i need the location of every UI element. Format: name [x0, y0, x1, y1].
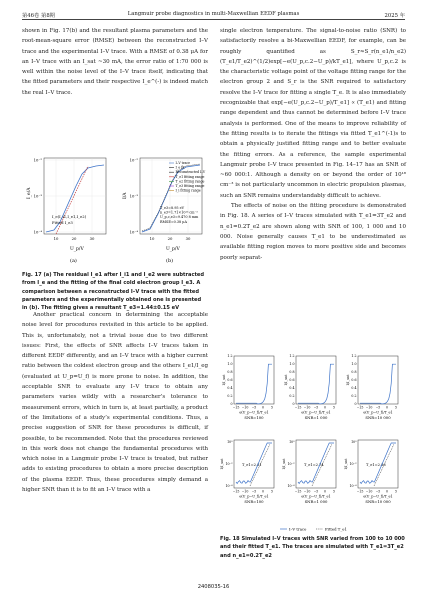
- y-tick-label: 10⁻⁴: [349, 484, 357, 489]
- y-tick-label: 0.4: [351, 386, 357, 391]
- y-tick-label: 10⁻²: [129, 157, 138, 163]
- snr-label: SNR=1 000: [304, 499, 328, 504]
- y-axis-label: I/I_sat: [344, 458, 348, 470]
- y-tick-label: 0.8: [227, 370, 233, 375]
- x-tick-label: 0: [385, 405, 389, 410]
- fig17-label-a: (a): [70, 258, 77, 264]
- snr-label: SNR=100: [244, 499, 264, 504]
- legend-entry: I_i fitting range: [175, 188, 201, 193]
- legend-entry: I–V trace: [175, 161, 191, 165]
- fig17b-ylabel: I/A: [123, 192, 128, 199]
- fig18-caption: Fig. 18 Simulated I–V traces with SNR varied from 100 to 10 000 and their fitted T_e1. The traces are simulated with T_e1=3T_e2 and n_e1=0.2T_e2: [220, 536, 405, 559]
- x-tick-label: −5: [251, 489, 257, 494]
- fig18-linear-panel: [346, 354, 398, 420]
- fig17a-ylabel: I_e/A: [27, 187, 32, 199]
- y-tick-label: 10⁰: [289, 440, 295, 445]
- y-axis-label: I/I_sat: [346, 374, 350, 386]
- y-tick-label: 0.4: [227, 386, 233, 391]
- y-tick-label: 0: [292, 402, 295, 407]
- x-tick-label: −5: [313, 405, 319, 410]
- x-tick-label: 0: [261, 405, 265, 410]
- iv-trace: [298, 364, 334, 404]
- snr-label: SNR=10 000: [365, 499, 391, 504]
- legend-entry: I_e fit: [175, 165, 185, 170]
- y-tick-label: 1.0: [351, 362, 357, 367]
- fig18-log-panel: [344, 440, 398, 504]
- panel-frame: [296, 356, 336, 404]
- journal-volume: 第46卷 第8期: [22, 13, 55, 19]
- y-tick-label: 10⁻²: [349, 462, 357, 467]
- paragraph: Another practical concern in determining the acceptable noise level for procedures revisited in this article to be applied. This is, unfortunately, not a trivial issue due to two different issues: First, the effects of SNR affects I–V traces taken in different EEDF differently, and an I–V trace with a higher current ratio between the coldest electron group and the others I_e1/I_eg (evaluated at U_p=U_f) is more prone to noise. In addition, the acceptable SNR to evaluate any I–V trace to obtain any parameters varies wildly with a researcher’s tolerance to measurement errors, which in turn is, at least partially, a product of the limitations of a study’s experimental conditions. Thus, a precise suggestion of SNR for these procedures is difficult, if possible, to be recommended. Note that the procedures reviewed in this work does not change the fundamental procedures with which noise in a Langmuir probe I–V trace is treated, but rather adds to existing procedures to obtain a more precise description of the plasma EEDF. Thus, these procedures simply demand a higher SNR than it is to fit an I–V trace with a: [22, 312, 208, 494]
- x-tick-label: −5: [375, 489, 381, 494]
- paragraph: single electron temperature. The signal-to-noise ratio (SNR) to satisfactorily resolve a bi-Maxwellian EEDF, for example, can be roughly quantified as S_r≈S_r(n_e1/n_e2)(T_e1/T_e2)^(1/2)exp[−e(U_p,c.2−U_p)/kT_e1], where U_p,c.2 is the characteristic voltage point of the voltage fitting range for the electron group 2 and S_r is the SNR required to satisfactory resolve the I–V trace for fitting a single T_e. It is also immediately recognizable that exp[−e(U_p,c.2−U_p)/T_e1] ∝ (T_e1) and fitting range dependent and thus cannot be determined before I–V trace analysis is performed. One of the means to improve reliability of the fitting results is to iterate the fittings via fitted T_e1^(-1)s to obtain a physically justified fitting range and to better evaluate the fitting errors. As a reference, the sample experimental Langmuir probe I–V trace presented in Fig. 14–17 has an SNR of ~60 000:1. Although a density on or beyond the order of 10¹⁸ cm⁻³ is not particularly uncommon in electric propulsion plasmas, such an SNR remains understandably difficult to achieve.: [220, 28, 406, 199]
- left-column-bottom: [22, 310, 208, 495]
- legend-entry: T_e3 fitting range: [175, 184, 205, 188]
- x-tick-label: −10: [365, 489, 373, 494]
- legend-entry: T_e2 fitting range: [175, 179, 205, 184]
- snr-label: SNR=1 000: [304, 415, 328, 420]
- y-tick-label: 1.2: [227, 354, 233, 359]
- x-tick-label: −10: [303, 405, 311, 410]
- fig18-caption-box: [220, 535, 406, 560]
- y-tick-label: 10⁻⁴: [225, 484, 233, 489]
- y-tick-label: 0.2: [351, 394, 357, 399]
- x-tick-label: −10: [303, 489, 311, 494]
- fig18-linear-panel: [284, 354, 336, 420]
- x-tick-label: 10: [53, 236, 59, 241]
- x-tick-label: −15: [356, 489, 364, 494]
- x-tick-label: 5: [270, 489, 274, 494]
- figure-18: [220, 352, 406, 534]
- x-tick-label: 20: [71, 236, 77, 241]
- x-tick-label: −15: [232, 489, 240, 494]
- x-tick-label: 0: [261, 489, 265, 494]
- right-column-top: [220, 26, 406, 263]
- x-tick-label: 0: [323, 489, 327, 494]
- fig18-log-panel: [220, 440, 274, 504]
- iv-trace: [236, 364, 272, 404]
- y-tick-label: 0.6: [351, 378, 357, 383]
- y-tick-label: 10⁻²: [287, 462, 295, 467]
- y-tick-label: 0.2: [289, 394, 295, 399]
- y-tick-label: 1.0: [289, 362, 295, 367]
- y-tick-label: 10⁻²: [33, 157, 42, 163]
- y-tick-label: 0.8: [351, 370, 357, 375]
- fitted-te-label: T_e1=2.86: [366, 463, 386, 467]
- x-tick-label: −15: [356, 405, 364, 410]
- figure-17: [22, 152, 208, 270]
- x-axis-label: e(U_p−U_f)/T_e1: [363, 494, 393, 499]
- x-tick-label: 5: [332, 405, 336, 410]
- x-tick-label: 0: [323, 405, 327, 410]
- y-axis-label: I/I_sat: [220, 458, 224, 470]
- legend-fit: Fitted T_e1: [325, 526, 347, 532]
- fit-parameter: n_e3=1.71×10¹⁶ cm⁻³: [160, 210, 198, 215]
- y-tick-label: 0.4: [289, 386, 295, 391]
- x-tick-label: 5: [332, 489, 336, 494]
- x-tick-label: −10: [241, 489, 249, 494]
- y-tick-label: 10⁻⁴: [287, 484, 295, 489]
- y-tick-label: 1.2: [289, 354, 295, 359]
- snr-label: SNR=100: [244, 415, 264, 420]
- journal-year: 2025 年: [384, 13, 405, 19]
- y-tick-label: 10⁻³: [129, 193, 138, 199]
- iv-trace: [360, 364, 396, 404]
- legend-trace: I–V trace: [289, 526, 307, 532]
- x-tick-label: 5: [394, 489, 398, 494]
- x-axis-label: e(U_p−U_f)/T_e1: [363, 410, 393, 415]
- fig18-legend: [280, 526, 347, 531]
- fit-parameter: U_p,c,e3=9.470 8 mm: [160, 215, 199, 220]
- y-tick-label: 0: [230, 402, 233, 407]
- fig18-linear-panel: [222, 354, 274, 420]
- fig17b-parameters: [160, 206, 199, 224]
- fig17a-xlabel: U_p/V: [70, 247, 84, 252]
- x-tick-label: −10: [365, 405, 373, 410]
- x-axis-label: e(U_p−U_f)/T_e1: [239, 494, 269, 499]
- fitted-te-label: T_e1=2.81: [242, 463, 262, 467]
- paragraph: The effects of noise on the fitting procedure is demonstrated in Fig. 18. A series of I–V traces simulated with T_e1=3T_e2 and n_e1=0.2T_e2 are shown along with SNR of 100, 1 000 and 10 000. Noise generally causes T_e1 to be underestimated as available fitting region moves to more positive side and becomes poorly separat-: [220, 203, 406, 261]
- fit-parameter: RMSE=0.38 μA: [160, 219, 187, 224]
- y-axis-label: I/I_sat: [284, 374, 288, 386]
- x-tick-label: 5: [394, 405, 398, 410]
- y-tick-label: 0.6: [289, 378, 295, 383]
- x-tick-label: 0: [385, 489, 389, 494]
- y-tick-label: 1.2: [351, 354, 357, 359]
- fig17-label-b: (b): [166, 258, 174, 264]
- y-axis-label: I/I_sat: [222, 374, 226, 386]
- panel-frame: [358, 356, 398, 404]
- x-axis-label: e(U_p−U_f)/T_e1: [301, 494, 331, 499]
- snr-label: SNR=10 000: [365, 415, 391, 420]
- paragraph: shown in Fig. 17(b) and the resultant plasma parameters and the root-mean-square error (RMSE) between the reconstructed I–V trace and the experimental I–V trace. With a RMSE of 0.38 μA for an I–V trace with an I_sat ~30 mA, the error ratio of 1:70 000 is well within the noise level of the I–V trace itself, indicating that the fitted parameters and their respective I_e^(-) is indeed match the real I–V trace.: [22, 28, 208, 96]
- fitted-te-label: T_e1=2.74: [304, 463, 324, 467]
- y-tick-label: 1.0: [227, 362, 233, 367]
- y-tick-label: 10⁻⁴: [129, 229, 138, 235]
- x-tick-label: 20: [167, 236, 173, 241]
- y-tick-label: 10⁰: [227, 440, 233, 445]
- y-tick-label: 0: [354, 402, 357, 407]
- left-column-top: [22, 26, 208, 98]
- fig17a-legend-2: Fitted I_e3: [52, 220, 73, 225]
- x-tick-label: 30: [185, 236, 191, 241]
- y-tick-label: 10⁻⁴: [33, 229, 42, 235]
- x-tick-label: −15: [294, 489, 302, 494]
- y-tick-label: 10⁻³: [33, 193, 42, 199]
- x-tick-label: 5: [270, 405, 274, 410]
- legend-entry: Reconstructed I–V: [175, 170, 206, 175]
- fig17b-xlabel: U_p/V: [166, 247, 180, 252]
- panel-frame: [234, 356, 274, 404]
- x-tick-label: −5: [313, 489, 319, 494]
- y-tick-label: 0.6: [227, 378, 233, 383]
- y-tick-label: 10⁰: [351, 440, 357, 445]
- running-title: Langmuir probe diagnostics in multi-Maxwellian EEDF plasmas: [127, 11, 300, 17]
- page-number: 2408035-16: [197, 584, 230, 590]
- x-tick-label: −15: [232, 405, 240, 410]
- x-tick-label: −15: [294, 405, 302, 410]
- running-header: [22, 9, 405, 20]
- x-tick-label: 10: [149, 236, 155, 241]
- x-tick-label: −5: [375, 405, 381, 410]
- y-axis-label: I/I_sat: [282, 458, 286, 470]
- legend-entry: T_e1 fitting range: [175, 174, 205, 179]
- fig17a-legend-1: I_e(I_i1,I_e1,I_e2): [52, 214, 87, 219]
- x-axis-label: e(U_p−U_f)/T_e1: [239, 410, 269, 415]
- x-tick-label: 30: [89, 236, 95, 241]
- y-tick-label: 10⁻²: [225, 462, 233, 467]
- fig17-caption-box: [22, 271, 208, 312]
- fig17-caption: Fig. 17 (a) The residual I_e1 after I_i1 and I_e2 were subtracted from I_e and the fitting of the final cold electron group I_e3. A comparison between a reconstructed I–V trace with the fitted parameters and the experimentally obtained one is presented in (b). The fitting gives a resultant T_e3=1.44±0.15 eV: [22, 272, 205, 312]
- fit-parameter: T_e3=8.95 eV: [160, 206, 185, 210]
- x-tick-label: −5: [251, 405, 257, 410]
- x-axis-label: e(U_p−U_f)/T_e1: [301, 410, 331, 415]
- x-tick-label: −10: [241, 405, 249, 410]
- y-tick-label: 0.8: [289, 370, 295, 375]
- fig18-log-panel: [282, 440, 336, 504]
- y-tick-label: 0.2: [227, 394, 233, 399]
